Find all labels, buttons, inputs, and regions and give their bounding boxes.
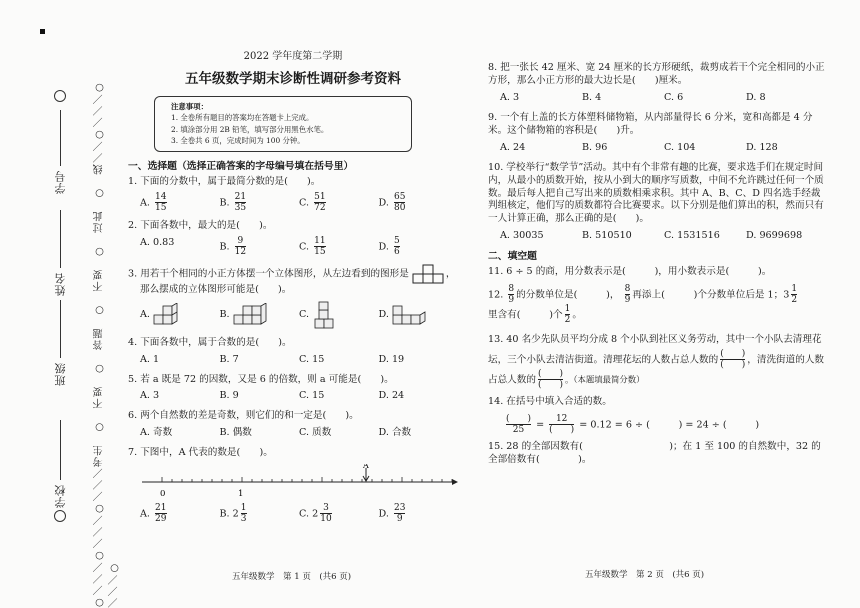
question-8: 8. 把一张长 42 厘米、宽 24 厘米的长方形硬纸，裁剪成若干个完全相同的小正方形，那么小正方形的最大边长是( )厘米。: [488, 62, 825, 86]
question-14-equation: $\frac{( )}{25}$ = $\frac{12}{( )}$ = 0.12 = 6 ÷ ( ) = 24 ÷ ( ): [506, 413, 760, 435]
option: D. 8: [746, 91, 766, 103]
punch-hole-bottom: [54, 510, 66, 522]
q8-options: [500, 92, 828, 105]
number-line: [60, 110, 61, 166]
option: A. 30035: [500, 230, 544, 242]
question-2: 2. 下面各数中，最大的是( )。: [128, 219, 273, 231]
number-line-figure: [140, 464, 458, 500]
point-a-label: A: [363, 464, 369, 471]
option: C. $\frac{11}{15}$: [299, 235, 326, 257]
option: D. 9699698: [746, 230, 803, 242]
question-5: 5. 若 a 既是 72 的因数，又是 6 的倍数，则 a 可能是( )。: [128, 373, 394, 385]
cube-figure-a: [150, 303, 184, 329]
question-1: 1. 下面的分数中，属于最简分数的是( )。: [128, 175, 321, 187]
option: B. 2 $\frac{1}{3}$: [219, 503, 247, 525]
option: D. 合数: [378, 427, 412, 439]
question-9: 9. 一个有上盖的长方体塑料储物箱，从内部量得长 6 分米，宽和高都是 4 分米。这个储物箱的容积是( )升。: [488, 111, 813, 136]
name-label: 姓名: [54, 272, 67, 296]
option: B. 9: [219, 390, 239, 402]
q1-options: [140, 193, 458, 213]
q9-options: [500, 142, 828, 155]
q6-options: [140, 427, 458, 440]
question-3: 3. 用若干个相同的小正方体摆一个立体图形，从左边看到的图形是 ， 那么摆成的立体图形可能是( )。: [128, 264, 458, 297]
q4-options: [140, 354, 458, 367]
option: A. 3: [140, 390, 160, 402]
seal-line-text: ○／／／○／／／○／／／考生 ○ 不要 ○ 答题 ○ 不要 ○ 过此 ○ 线／／○／／／○／／／○: [94, 80, 120, 608]
option: C. 2 $\frac{3}{10}$: [299, 503, 332, 525]
class-line: [60, 300, 61, 358]
option: A. 1: [140, 353, 160, 365]
option: A.: [140, 301, 220, 331]
question-10: 10. 学校举行“数学节”活动。其中有个非常有趣的比赛，要求选手们在规定时间内，从最小的质数开始，按从小到大的顺序写质数，中间不允许跳过任何一个质数。最后每人把自己写出来的质数相乘求积。其中 A、B、C、D 四名选手经裁判组核定，他们写的质数都符合比赛要求。以下分别是他们算出的积，然而只有一人计算正确，那么正确的是( )。: [488, 161, 824, 225]
section-1-title: 一、选择题（选择正确答案的字母编号填在括号里）: [128, 160, 354, 172]
right-column: [488, 62, 828, 472]
corner-mark: [40, 29, 45, 34]
option: D. 24: [378, 390, 405, 402]
option: D. 128: [746, 141, 778, 153]
option: A. $\frac{21}{29}$: [140, 503, 167, 525]
option: B.: [220, 301, 300, 331]
option: B. 510510: [582, 230, 632, 242]
q10-options: [500, 230, 828, 243]
question-4: 4. 下面各数中，属于合数的是( )。: [128, 336, 292, 348]
question-15: 15. 28 的全部因数有( )；在 1 至 100 的自然数中，32 的全部倍数有( )。: [488, 440, 821, 465]
tick-zero-label: 0: [160, 489, 166, 500]
cube-figure-c: [309, 301, 343, 331]
page-title: 五年级数学期末诊断性调研参考资料: [185, 70, 401, 87]
cube-figure-b: [230, 303, 270, 329]
option: C. 质数: [299, 427, 332, 439]
option: A. 奇数: [140, 427, 173, 439]
name-line: [60, 210, 61, 268]
tick-one-label: 1: [238, 489, 244, 500]
number-label: 学号: [54, 170, 67, 194]
option: A. 24: [500, 141, 526, 153]
class-label: 班级: [54, 362, 67, 386]
left-view-figure: [412, 264, 446, 284]
option: C. 104: [664, 141, 696, 153]
option: A. $\frac{14}{15}$: [140, 191, 167, 213]
option: D. 19: [378, 353, 405, 365]
school-label: 学校: [54, 484, 67, 508]
school-line: [60, 420, 61, 480]
option: B. 7: [219, 353, 239, 365]
option: A. 3: [500, 91, 520, 103]
option: D. $\frac{23}{9}$: [378, 503, 406, 525]
notice-box: [154, 96, 412, 152]
option: D. $\frac{5}{6}$: [378, 235, 400, 257]
punch-hole-top: [54, 90, 66, 102]
section-2-title: 二、填空题: [488, 251, 537, 263]
question-7: 7. 下图中，A 代表的数是( )。: [128, 447, 273, 459]
option: B. $\frac{9}{12}$: [219, 235, 247, 257]
left-column: [128, 50, 458, 531]
q2-options: [140, 237, 458, 257]
option: B. $\frac{21}{35}$: [219, 191, 247, 213]
option: C.: [299, 301, 379, 331]
option: C. $\frac{51}{72}$: [299, 191, 326, 213]
option: C. 15: [299, 390, 325, 402]
notice-title: 注意事项：: [171, 101, 208, 111]
question-12: 12. $\frac{8}{9}$ 的分数单位是( )， $\frac{8}{9}$ 再添上( )个分数单位后是 1；3 $\frac{1}{2}$ 里含有( )个 $\frac{1}{2}$ 。: [488, 284, 798, 326]
notice-item: 2. 填涂部分用 2B 铅笔，填写部分用黑色水笔。: [171, 124, 329, 134]
option: D. $\frac{65}{80}$: [378, 191, 406, 213]
question-13: 13. 40 名少先队员平均分成 8 个小队到社区义务劳动，其中一个小队去清理花坛，三个小队去清洁街道。清理花坛的人数占总人数的 $\frac{( )}{( )}$ ，清洗街道的人数占总人数的 $\frac{( )}{( )}$ 。（本题填最简分数）: [488, 334, 825, 390]
option: C. 1531516: [664, 230, 720, 242]
option: D.: [379, 301, 459, 331]
option: C. 6: [664, 91, 684, 103]
question-14: 14. 在括号中填入合适的数。: [488, 395, 612, 407]
footer-right: 五年级数学 第 2 页 (共6 页): [585, 570, 705, 580]
option: B. 4: [582, 91, 602, 103]
footer-left: 五年级数学 第 1 页 (共6 页): [232, 572, 352, 582]
q5-options: [140, 390, 458, 403]
q3-options: [140, 301, 458, 331]
cube-figure-d: [389, 303, 429, 329]
option: B. 96: [582, 141, 608, 153]
notice-item: 3. 全卷共 6 页，完成时间为 100 分钟。: [171, 136, 305, 146]
number-line: [140, 464, 458, 500]
question-11: 11. 6 ÷ 5 的商，用分数表示是( )，用小数表示是( )。: [488, 266, 772, 278]
question-6: 6. 两个自然数的差是奇数，则它们的和一定是( )。: [128, 410, 359, 422]
option: B. 偶数: [219, 427, 252, 439]
notice-item: 1. 全卷所有题目的答案均在答题卡上完成。: [171, 113, 314, 123]
option: C. 15: [299, 353, 325, 365]
year-term: 2022 学年度第二学期: [243, 51, 343, 62]
option: A. 0.83: [140, 236, 175, 248]
q7-options: [140, 504, 458, 524]
